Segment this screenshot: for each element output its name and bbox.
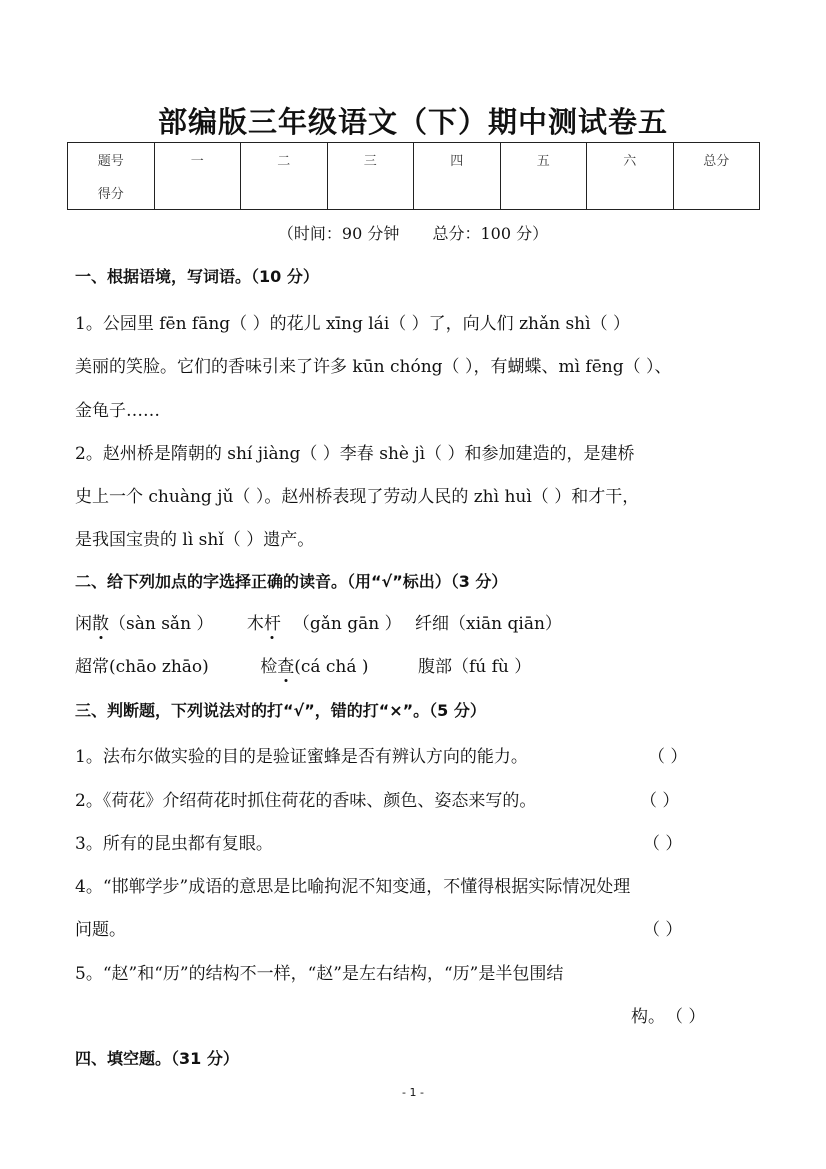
- word-with-options: 纤细（xiān qiān）: [415, 614, 562, 634]
- word-with-options: 腹部（fú fù ）: [417, 657, 532, 677]
- score-cell: [327, 143, 414, 210]
- word-char: 检: [260, 657, 278, 677]
- score-header: 三: [363, 154, 377, 169]
- pinyin-options: （gǎn gān ）: [292, 614, 402, 634]
- dotted-char: 查: [277, 657, 295, 677]
- score-cell: [154, 143, 241, 210]
- word-char: 闲: [75, 614, 92, 634]
- section4-heading: 四、填空题。（31 分）: [75, 1049, 239, 1068]
- section1-line: 1。公园里 fēn fāng（ ）的花儿 xīng lái（ ）了，向人们 zhǎn shì（ ）: [75, 314, 630, 334]
- score-header: 五: [536, 154, 550, 169]
- judge-item-continuation: 构。: [631, 1007, 665, 1027]
- score-table: [67, 142, 760, 210]
- section1-line: 是我国宝贵的 lì shǐ（ ）遗产。: [75, 530, 315, 550]
- score-cell: [587, 143, 674, 210]
- answer-brackets[interactable]: （ ）: [643, 834, 683, 854]
- section1-line: 美丽的笑脸。它们的香味引来了许多 kūn chóng（ ），有蝴蝶、mì fēng（ ）、: [75, 357, 672, 377]
- score-cell: [500, 143, 587, 210]
- section3-heading: 三、判断题，下列说法对的打“√”，错的打“×”。（5 分）: [75, 701, 486, 720]
- score-header: 总分: [703, 154, 730, 169]
- page-number: - 1 -: [402, 1086, 424, 1099]
- section1-heading: 一、根据语境，写词语。（10 分）: [75, 267, 319, 286]
- time-limit: （时间：90 分钟: [277, 224, 400, 243]
- time-info: [0, 221, 826, 244]
- answer-brackets[interactable]: （ ）: [643, 920, 683, 940]
- pinyin-options: (cá chá ): [294, 657, 369, 677]
- score-row-label: 得分: [97, 187, 124, 202]
- section2-row: [75, 652, 531, 677]
- section1-line: 金龟子……: [75, 401, 160, 421]
- score-header: 四: [450, 154, 464, 169]
- answer-brackets[interactable]: （ ）: [640, 791, 680, 811]
- judge-item-text: 2。《荷花》介绍荷花时抓住荷花的香味、颜色、姿态来写的。: [75, 791, 537, 811]
- judge-item-text: 4。“邯郸学步”成语的意思是比喻拘泥不知变通，不懂得根据实际情况处理: [75, 877, 631, 897]
- score-header: 题号: [97, 154, 124, 169]
- answer-brackets[interactable]: （ ）: [648, 747, 688, 767]
- judge-item-text: 5。“赵”和“历”的结构不一样，“赵”是左右结构，“历”是半包围结: [75, 964, 564, 984]
- total-score: 总分：100 分）: [432, 224, 549, 243]
- section2-heading: 二、给下列加点的字选择正确的读音。（用“√”标出）（3 分）: [75, 572, 508, 591]
- dotted-char: 杆: [263, 614, 281, 634]
- word-char: 木: [246, 614, 264, 634]
- section1-line: 2。赵州桥是隋朝的 shí jiàng（ ）李春 shè jì（ ）和参加建造的，是建桥: [75, 444, 635, 464]
- pinyin-options: （sàn sǎn ）: [109, 614, 214, 634]
- word-with-options: 超常(chāo zhāo): [75, 657, 209, 677]
- answer-brackets[interactable]: （ ）: [666, 1007, 706, 1027]
- score-header: 六: [623, 154, 637, 169]
- judge-item-continuation: 问题。: [75, 920, 126, 940]
- score-cell-label: [68, 143, 155, 210]
- section2-row: [75, 609, 562, 634]
- dotted-char: 散: [92, 614, 109, 634]
- score-cell: [414, 143, 501, 210]
- judge-item-text: 3。所有的昆虫都有复眼。: [75, 834, 273, 854]
- score-cell: [241, 143, 328, 210]
- judge-item-text: 1。法布尔做实验的目的是验证蜜蜂是否有辨认方向的能力。: [75, 747, 528, 767]
- section1-line: 史上一个 chuàng jǔ（ ）。赵州桥表现了劳动人民的 zhì huì（ ）和才干，: [75, 487, 640, 507]
- score-header: 二: [277, 154, 291, 169]
- score-header: 一: [190, 154, 204, 169]
- page-title: 部编版三年级语文（下）期中测试卷五: [157, 105, 668, 139]
- score-cell: [673, 143, 760, 210]
